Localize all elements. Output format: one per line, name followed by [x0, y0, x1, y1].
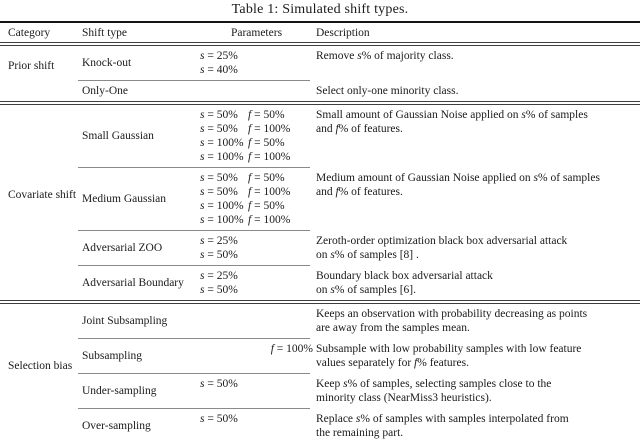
shift-type-label: Subsampling: [82, 350, 143, 362]
category-cell-spacer: [0, 108, 78, 164]
shift-type-cell: [78, 412, 200, 439]
category-cell-spacer: [0, 377, 78, 405]
table-row: [0, 374, 640, 408]
shift-type-label: Over-sampling: [82, 420, 151, 432]
section-selection-bias: [0, 304, 640, 439]
description-cell: [313, 234, 640, 262]
param-line: [200, 283, 313, 297]
shift-type-label: Joint Subsampling: [82, 315, 168, 327]
description-line: and f% of features.: [316, 186, 403, 198]
shift-type-cell: [78, 171, 200, 227]
category-label: Selection bias: [8, 359, 73, 372]
param-s-value: s = 100%: [200, 137, 244, 149]
param-s-value: s = 50%: [200, 378, 238, 390]
table-row: [0, 168, 640, 230]
table-row: [0, 105, 640, 167]
description-cell: [313, 171, 640, 227]
param-s-value: s = 100%: [200, 151, 244, 163]
table-caption: Table 1: Simulated shift types.: [231, 2, 409, 17]
table-row: [0, 339, 640, 373]
section-prior-shift: [0, 46, 640, 101]
parameters-cell: [200, 412, 313, 439]
shift-type-label: Small Gaussian: [82, 130, 154, 142]
category-label: Prior shift: [8, 59, 55, 72]
parameters-cell: [200, 269, 313, 297]
param-s-value: s = 100%: [200, 200, 244, 212]
param-s-value: s = 25%: [200, 50, 238, 62]
parameters-cell: [200, 234, 313, 262]
description-line: Remove s% of majority class.: [316, 50, 454, 62]
shift-type-cell: [78, 49, 200, 77]
description-line: on s% of samples [8] .: [316, 249, 419, 261]
param-s-value: s = 40%: [200, 64, 238, 76]
shift-type-cell: [78, 377, 200, 405]
param-f-value: f = 100%: [270, 343, 313, 355]
description-cell: [313, 342, 640, 370]
description-line: Subsample with low probability samples with low feature: [316, 343, 582, 355]
description-cell: [313, 49, 640, 77]
param-line: [200, 412, 313, 426]
param-line: [200, 108, 313, 122]
param-s-value: s = 100%: [200, 214, 244, 226]
table-header-row: [0, 23, 640, 42]
shift-type-label: Knock-out: [82, 57, 132, 69]
shift-type-label: Adversarial ZOO: [82, 242, 163, 254]
param-line: [200, 213, 313, 227]
shift-type-cell: [78, 269, 200, 297]
shift-type-label: Medium Gaussian: [82, 193, 167, 205]
param-f-value: f = 50%: [248, 109, 285, 121]
category-cell-spacer: [0, 84, 78, 98]
table-row: [0, 266, 640, 300]
description-line: are away from the samples mean.: [316, 322, 470, 334]
param-s-value: s = 50%: [200, 186, 238, 198]
param-s-value: s = 50%: [200, 284, 238, 296]
param-line: [200, 150, 313, 164]
table-row: [0, 231, 640, 265]
param-f-value: f = 100%: [248, 186, 291, 198]
description-line: Small amount of Gaussian Noise applied on s% of samples: [316, 109, 588, 121]
param-s-value: s = 50%: [200, 249, 238, 261]
header-shift-type: Shift type: [82, 26, 128, 39]
description-line: Medium amount of Gaussian Noise applied on s% of samples: [316, 172, 600, 184]
param-s-value: s = 50%: [200, 172, 238, 184]
shift-type-cell: [78, 307, 200, 335]
param-line: [200, 49, 313, 63]
table-row: [0, 46, 640, 80]
table-row: [0, 81, 640, 101]
param-line: [200, 342, 313, 356]
param-f-value: f = 50%: [248, 137, 285, 149]
param-f-value: f = 50%: [248, 200, 285, 212]
parameters-cell: [200, 49, 313, 77]
param-f-value: f = 100%: [248, 123, 291, 135]
shift-type-cell: [78, 108, 200, 164]
description-line: Keeps an observation with probability decreasing as points: [316, 308, 588, 320]
description-line: Select only-one minority class.: [316, 85, 459, 97]
parameters-cell: [200, 377, 313, 405]
description-line: values separately for f% features.: [316, 357, 469, 369]
description-line: and f% of features.: [316, 123, 403, 135]
shift-type-cell: [78, 342, 200, 370]
param-line: [200, 199, 313, 213]
param-s-value: s = 50%: [200, 413, 238, 425]
param-f-value: f = 100%: [248, 214, 291, 226]
param-s-value: s = 25%: [200, 270, 238, 282]
table-row: [0, 409, 640, 439]
parameters-cell: [200, 342, 313, 370]
parameters-cell: [200, 307, 313, 335]
shift-type-cell: [78, 234, 200, 262]
header-parameters: Parameters: [230, 26, 283, 39]
category-cell-spacer: [0, 307, 78, 335]
section-covariate-shift: [0, 105, 640, 300]
description-line: Zeroth-order optimization black box adversarial attack: [316, 235, 568, 247]
param-line: [200, 136, 313, 150]
param-line: [200, 248, 313, 262]
description-line: on s% of samples [6].: [316, 284, 416, 296]
shift-type-label: Under-sampling: [82, 385, 157, 397]
param-line: [200, 63, 313, 77]
param-f-value: f = 50%: [248, 172, 285, 184]
param-line: [200, 269, 313, 283]
param-s-value: s = 50%: [200, 109, 238, 121]
table-body: [0, 46, 640, 439]
description-cell: [313, 377, 640, 405]
param-f-value: f = 100%: [248, 151, 291, 163]
table-row: [0, 304, 640, 338]
description-line: Replace s% of samples with samples interpolated from: [316, 413, 569, 425]
shift-type-label: Only-One: [82, 85, 128, 97]
description-cell: [313, 307, 640, 335]
description-line: Keep s% of samples, selecting samples close to the: [316, 378, 552, 390]
parameters-cell: [200, 108, 313, 164]
header-category: Category: [8, 26, 51, 39]
param-s-value: s = 50%: [200, 123, 238, 135]
description-cell: [313, 412, 640, 439]
param-line: [200, 185, 313, 199]
header-description: Description: [316, 26, 370, 39]
shift-type-cell: [78, 84, 200, 98]
description-cell: [313, 84, 640, 98]
category-cell-spacer: [0, 269, 78, 297]
parameters-cell: [200, 171, 313, 227]
param-line: [200, 377, 313, 391]
description-cell: [313, 108, 640, 164]
description-line: Boundary black box adversarial attack: [316, 270, 493, 282]
description-line: the remaining part.: [316, 427, 404, 439]
shift-type-label: Adversarial Boundary: [82, 277, 184, 289]
param-line: [200, 171, 313, 185]
description-cell: [313, 269, 640, 297]
category-cell-spacer: [0, 412, 78, 439]
param-line: [200, 234, 313, 248]
category-cell-spacer: [0, 234, 78, 262]
param-s-value: s = 25%: [200, 235, 238, 247]
category-label: Covariate shift: [8, 188, 77, 201]
parameters-cell: [200, 84, 313, 98]
description-line: minority class (NearMiss3 heuristics).: [316, 392, 492, 404]
shift-types-table: [0, 21, 640, 439]
param-line: [200, 122, 313, 136]
